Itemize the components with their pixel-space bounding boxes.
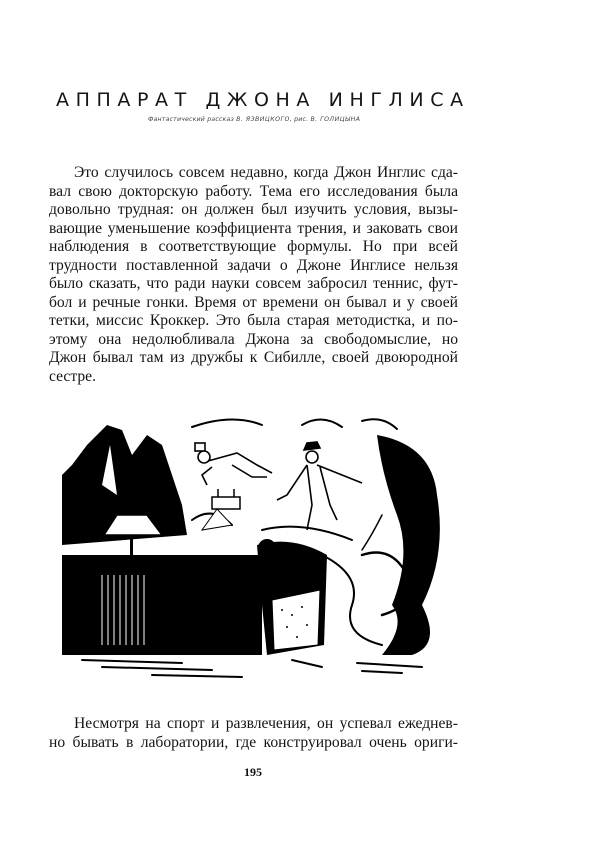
story-title: АППАРАТ ДЖОНА ИНГЛИСА	[56, 89, 470, 111]
story-byline	[148, 116, 368, 123]
text-line: вал свою докторскую работу. Тема его исследования была	[49, 182, 458, 200]
byline-illustrator: В. ГОЛИЦЫНА	[310, 116, 361, 123]
text-line: бол и речные гонки. Время от времени он бывал и у своей	[49, 293, 458, 311]
text-line: Несмотря на спорт и развлечения, он успевал ежеднев-	[74, 715, 458, 732]
text-line: довольно трудная: он должен был изучить условия, вызы-	[49, 201, 458, 218]
text-line: вающие уменьшение коэффициента трения, и заковать свои	[49, 219, 458, 237]
text-line: сестре.	[49, 367, 96, 385]
byline-separator: , рис.	[289, 116, 311, 123]
byline-author: В. ЯЗВИЦКОГО	[236, 116, 290, 123]
text-line: Джон бывал там из дружбы к Сибилле, своей двоюродной	[49, 349, 458, 366]
byline-genre: Фантастический рассказ	[148, 116, 237, 123]
paragraph-1	[49, 164, 458, 386]
text-line: трудности поставленной задачи о Джоне Инглисе нельзя	[49, 256, 458, 274]
text-line: но бывать в лаборатории, где конструировал очень ориги-	[49, 733, 458, 751]
text-line: было сказать, что ради науки совсем забросил теннис, фут-	[49, 275, 458, 292]
text-line: наблюдения в соответствующие формулы. Но при всей	[49, 238, 458, 255]
paragraph-2	[49, 715, 458, 752]
text-line: тетки, миссис Кроккер. Это была старая методистка, и по-	[49, 312, 458, 329]
story-illustration	[62, 405, 462, 685]
text-line: Это случилось совсем недавно, когда Джон Инглис сда-	[74, 164, 458, 181]
text-line: этому она недолюбливала Джона за свободомыслие, но	[49, 330, 458, 348]
page-number: 195	[244, 765, 262, 779]
